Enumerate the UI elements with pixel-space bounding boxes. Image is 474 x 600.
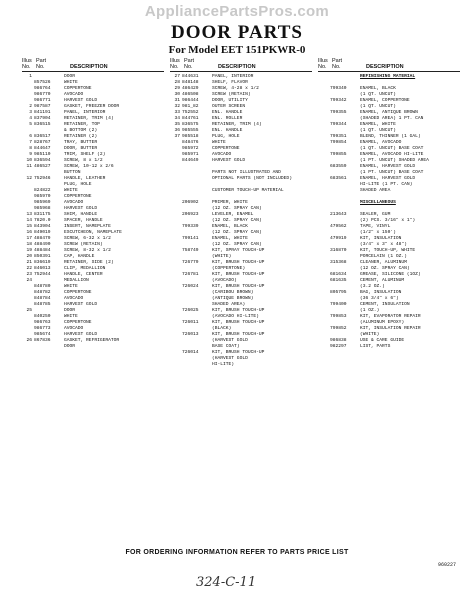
part-number: 986838 xyxy=(330,338,347,343)
part-number: 315368 xyxy=(330,260,347,265)
item-number: 9 xyxy=(29,152,32,157)
part-description: PANEL, INTERIOR xyxy=(64,110,106,115)
part-description: WHITE xyxy=(64,314,78,319)
part-number: 985674 xyxy=(34,332,51,337)
item-number: 34 xyxy=(174,116,180,121)
part-description: (1/2" x 150') xyxy=(360,230,396,235)
part-description: CEMENT, ALUMINUM xyxy=(360,278,405,283)
part-description: INSERT, NAMEPLATE xyxy=(64,224,111,229)
part-number: 987587 xyxy=(34,104,51,109)
part-description: LEVELER, ENAMEL xyxy=(212,212,254,217)
part-number: 799141 xyxy=(182,236,199,241)
part-number: 841191 xyxy=(34,110,51,115)
part-description: HANDLE, LEATHER xyxy=(64,176,106,181)
part-number: 726025 xyxy=(182,308,199,313)
item-number xyxy=(22,344,34,350)
part-number: 752552 xyxy=(182,110,199,115)
item-number: 36 xyxy=(174,128,180,133)
part-number: 848476 xyxy=(182,140,199,145)
part-description: HARVEST GOLD xyxy=(64,332,98,337)
part-number: 799342 xyxy=(330,98,347,103)
part-description: OPTIONAL PARTS (NOT INCLUDED) xyxy=(212,176,292,181)
part-number: 488490 xyxy=(34,242,51,247)
part-description: KIT, INSULATION xyxy=(360,236,402,241)
part-number: 7820.0 xyxy=(34,218,51,223)
part-number: 213643 xyxy=(330,212,347,217)
page-subtitle: For Model EET 151PKWR-0 xyxy=(168,44,306,56)
parts-column-1 xyxy=(22,58,164,350)
part-number: 848148 xyxy=(182,80,199,85)
part-description: BAG, INSULATION xyxy=(360,290,402,295)
part-description: (HARVEST GOLD xyxy=(212,338,248,343)
part-description: COPPERTONE xyxy=(64,86,92,91)
item-number: 19 xyxy=(26,248,32,253)
part-number: 836594 xyxy=(34,158,51,163)
part-description: BASE COAT) xyxy=(212,344,240,349)
part-description: TRAY, BUTTER xyxy=(64,140,98,145)
part-number: 857526 xyxy=(34,80,51,85)
parts-rows xyxy=(318,74,460,350)
part-description: GREASE, SILICONE (1OZ) xyxy=(360,272,421,277)
part-description: (SHADED AREA) 1 PT. CAN xyxy=(360,116,424,121)
part-description: SHADED AREA) xyxy=(212,302,246,307)
part-number: 799400 xyxy=(330,302,347,307)
item-number xyxy=(318,344,330,350)
part-description: COPPERTONE xyxy=(64,320,92,325)
part-number: 836517 xyxy=(34,134,51,139)
part-number: 799355 xyxy=(330,110,347,115)
part-description: ENL. HANDLE xyxy=(212,128,243,133)
column-header-top: Illus Part xyxy=(318,58,343,64)
item-number: 28 xyxy=(174,80,180,85)
item-number: 23 xyxy=(26,272,32,277)
part-description: (3.2 OZ.) xyxy=(360,284,385,289)
part-number: 752946 xyxy=(34,176,51,181)
part-description: CAP, HANDLE xyxy=(64,254,95,259)
part-number: 985968 xyxy=(34,206,51,211)
part-description: DOOR xyxy=(64,74,76,79)
column-header: No. No. DESCRIPTION xyxy=(22,64,164,72)
item-number: 21 xyxy=(26,260,32,265)
part-number: 316870 xyxy=(330,248,347,253)
part-number: 683559 xyxy=(330,164,347,169)
part-number: 836575 xyxy=(182,122,199,127)
part-description: ENAMEL, AVOCADO HI-LITE xyxy=(360,152,424,157)
part-description: SCREW, 8-32 x 1/2 xyxy=(64,248,111,253)
part-description: WHITE xyxy=(64,284,78,289)
item-number: 26 xyxy=(26,338,32,343)
part-description: SHIM, HANDLE xyxy=(64,212,98,217)
part-number: 986763 xyxy=(34,320,51,325)
part-description: AVOCADO xyxy=(64,326,84,331)
parts-rows xyxy=(22,74,164,350)
parts-rows xyxy=(170,74,312,368)
part-number: 840250 xyxy=(34,314,51,319)
part-description: (12 OZ. SPRAY CAN) xyxy=(212,218,262,223)
part-number: 799351 xyxy=(330,134,347,139)
part-description: ENAMEL, BLACK xyxy=(212,224,248,229)
item-number: 25 xyxy=(26,308,32,313)
part-number: 985970 xyxy=(34,194,51,199)
part-description: ENAMEL, HARVEST GOLD xyxy=(360,176,416,181)
part-description: HARVEST GOLD xyxy=(64,302,98,307)
part-description: MISCELLANEOUS xyxy=(360,200,396,205)
part-description: ENL. ROLLER xyxy=(212,116,243,121)
part-number: 488479 xyxy=(34,236,51,241)
part-description: & BOTTOM (2) xyxy=(64,128,98,133)
part-description: (1 QT. UNCUT) xyxy=(360,128,396,133)
column-header: No. No. DESCRIPTION xyxy=(170,64,312,72)
part-description: PLUG, HOLE xyxy=(64,182,92,187)
part-number: 982297 xyxy=(330,344,347,349)
part-number: 726024 xyxy=(182,284,199,289)
item-number: 17 xyxy=(26,236,32,241)
part-description: SHADED AREA xyxy=(360,188,391,193)
part-number: 848780 xyxy=(34,284,51,289)
item-number: 14 xyxy=(26,218,32,223)
part-description: RETAINER, TRIM (4) xyxy=(212,122,262,127)
part-number: 206923 xyxy=(182,212,199,217)
part-description: RETAINER, TRIM (4) xyxy=(64,116,114,121)
part-number: 824822 xyxy=(34,188,51,193)
part-description: SCREW, 6-32 x 1/2 xyxy=(64,236,111,241)
part-number: 985518 xyxy=(182,134,199,139)
parts-column-3 xyxy=(318,58,460,350)
part-description: TAPE, VINYL xyxy=(360,224,391,229)
part-number: 867836 xyxy=(34,338,51,343)
part-description: KIT, BRUSH TOUCH-UP xyxy=(212,332,265,337)
item-number: 27 xyxy=(174,74,180,79)
part-number: 805795 xyxy=(330,290,347,295)
item-number: 6 xyxy=(29,134,32,139)
item-number: 18 xyxy=(26,242,32,247)
item-number: 31 xyxy=(174,98,180,103)
part-number: 836619 xyxy=(34,260,51,265)
part-description: (12 OZ. SPRAY CAN) xyxy=(212,206,262,211)
part-description: (1 OZ.) xyxy=(360,308,380,313)
part-description: (AVOCADO HI-LITE) xyxy=(212,314,259,319)
item-number: 2 xyxy=(29,104,32,109)
part-description: DOOR xyxy=(64,344,76,349)
item-number xyxy=(170,362,182,368)
item-number: 10 xyxy=(26,158,32,163)
part-description: (WHITE) xyxy=(360,332,380,337)
part-description: AVOCADO xyxy=(212,152,232,157)
part-description: (1 PT. UNCUT) BASE COAT xyxy=(360,170,424,175)
part-description: AVOCADO xyxy=(64,200,84,205)
part-description: AVOCADO xyxy=(64,296,84,301)
part-number: 828767 xyxy=(34,140,51,145)
item-number: 37 xyxy=(174,134,180,139)
part-number: 844647 xyxy=(34,146,51,151)
part-number: 479919 xyxy=(330,236,347,241)
part-number: 726011 xyxy=(182,320,199,325)
part-number: 479562 xyxy=(330,224,347,229)
part-description: AVOCADO xyxy=(64,92,84,97)
item-number: 16 xyxy=(26,230,32,235)
part-number: 846013 xyxy=(34,266,51,271)
part-description: USE & CARE GUIDE xyxy=(360,338,405,343)
part-description: (1 QT. UNCUT) xyxy=(360,104,396,109)
item-number: 5 xyxy=(29,122,32,127)
part-number: 799344 xyxy=(330,122,347,127)
part-description: HI-LITE (1 PT. CAN) xyxy=(360,182,413,187)
part-description: PRIMER, WHITE xyxy=(212,200,248,205)
part-number: 986773 xyxy=(34,326,51,331)
part-number: 831175 xyxy=(34,212,51,217)
part-description: ENAMEL, BLACK xyxy=(360,86,396,91)
page-title: DOOR PARTS xyxy=(171,22,303,43)
part-description: RETAINER, SIDE (2) xyxy=(64,260,114,265)
part-number: 844631 xyxy=(182,74,199,79)
part-number: 985969 xyxy=(34,200,51,205)
table-row xyxy=(318,344,460,350)
part-number: 799852 xyxy=(330,326,347,331)
part-description: SCREW (RETAIN) xyxy=(212,92,251,97)
part-description: (BLACK) xyxy=(212,326,232,331)
part-number: 837904 xyxy=(34,116,51,121)
part-number: 486429 xyxy=(182,86,199,91)
part-number: 986444 xyxy=(182,98,199,103)
part-description: BLEND, THINNER (1 GAL) xyxy=(360,134,421,139)
part-number: 799854 xyxy=(330,140,347,145)
item-number: 1 xyxy=(29,74,32,79)
part-number: 836515 xyxy=(34,122,51,127)
part-description: (CARIBOU BROWN) xyxy=(212,290,254,295)
column-header-top: Illus Part xyxy=(170,58,195,64)
parts-column-2 xyxy=(170,58,312,368)
item-number: 32 xyxy=(174,104,180,109)
part-description: WHITE xyxy=(64,188,78,193)
part-description: KIT, BRUSH TOUCH-UP xyxy=(212,350,265,355)
part-description: ENAMEL, AVOCADO xyxy=(360,140,402,145)
part-number: 986764 xyxy=(34,86,51,91)
part-number: 726014 xyxy=(182,350,199,355)
part-number: 206902 xyxy=(182,200,199,205)
document-code: 960227 xyxy=(438,562,457,568)
part-number xyxy=(34,344,64,350)
part-number: 985971 xyxy=(182,152,199,157)
part-description: WHITE xyxy=(212,140,226,145)
part-description: (1 QT. UNCUT) BASE COAT xyxy=(360,146,424,151)
part-number: 799855 xyxy=(330,152,347,157)
part-description: SCREW, 4-28 x 1/2 xyxy=(212,86,259,91)
part-description: GASKET, REFRIGERATOR xyxy=(64,338,120,343)
part-description: SCREW, 8 x 1/2 xyxy=(64,158,103,163)
part-number: 850391 xyxy=(34,254,51,259)
part-description: COPPERTONE xyxy=(64,290,92,295)
part-description: ENL. HANDLE xyxy=(212,110,243,115)
part-description: SCREW (RETAIN) xyxy=(64,242,103,247)
item-number: 22 xyxy=(26,266,32,271)
part-description: LIST, PARTS xyxy=(360,344,391,349)
part-description: (HARVEST GOLD xyxy=(212,356,248,361)
item-number: 3 xyxy=(29,110,32,115)
part-description: ENAMEL, WHITE xyxy=(360,122,396,127)
part-description: KIT, BRUSH TOUCH-UP xyxy=(212,272,265,277)
part-number: 683561 xyxy=(330,176,347,181)
handwritten-note: 324-C-11 xyxy=(196,575,257,590)
part-number: 985972 xyxy=(182,146,199,151)
item-number: 12 xyxy=(26,176,32,181)
item-number: 33 xyxy=(174,110,180,115)
part-description: SPACER, HANDLE xyxy=(64,218,103,223)
part-description: KIT, BRUSH TOUCH-UP xyxy=(212,320,265,325)
part-description: GASKET, FREEZER DOOR xyxy=(64,104,120,109)
item-number: 8 xyxy=(29,146,32,151)
item-number: 11 xyxy=(26,164,32,169)
part-number: 981_82 xyxy=(182,104,199,109)
part-description: KIT, BRUSH TOUCH-UP xyxy=(212,308,265,313)
part-number: 848784 xyxy=(34,296,51,301)
part-description: (ANTIQUE BROWN) xyxy=(212,296,254,301)
part-description: (1 QT. UNCUT) xyxy=(360,92,396,97)
part-description: TRIM, SHELF (2) xyxy=(64,152,106,157)
part-description: PARTS NOT ILLUSTRATED AND xyxy=(212,170,281,175)
part-number: 985555 xyxy=(182,128,199,133)
part-description: SEALER, GUM xyxy=(360,212,391,217)
part-number: 799340 xyxy=(330,86,347,91)
part-description: HANDLE, CENTER xyxy=(64,272,103,277)
part-number: 726779 xyxy=(182,260,199,265)
item-number: 29 xyxy=(174,86,180,91)
part-description: HI-LITE) xyxy=(212,362,235,367)
part-description: (WHITE) xyxy=(212,254,232,259)
part-number: 486527 xyxy=(34,164,51,169)
part-description: KIT, INSULATION REPAIR xyxy=(360,326,421,331)
part-description: (12 OZ. SPRAY CAN) xyxy=(212,230,262,235)
part-description: (36 3/4" x 6") xyxy=(360,296,399,301)
ordering-footer: FOR ORDERING INFORMATION REFER TO PARTS PRICE LIST xyxy=(125,549,349,556)
part-description: KIT, TOUCH-UP, WHITE xyxy=(360,248,416,253)
part-description: (12 OZ. SPRAY CAN) xyxy=(360,266,410,271)
part-number: 848785 xyxy=(34,302,51,307)
part-description: (COPPERTONE) xyxy=(212,266,246,271)
part-description: ENAMEL, HARVEST GOLD xyxy=(360,164,416,169)
item-number: 15 xyxy=(26,224,32,229)
part-description: (1 PT. UNCUT) SHADED AREA xyxy=(360,158,429,163)
part-description: ESCUTCHEON, NAMEPLATE xyxy=(64,230,122,235)
part-description: CUSTOMER TOUCH-UP MATERIAL xyxy=(212,188,284,193)
part-number: 681635 xyxy=(330,278,347,283)
part-description: (AVOCADO) xyxy=(212,278,237,283)
part-description: KIT, BRUSH TOUCH-UP xyxy=(212,284,265,289)
part-description: DOOR, UTILITY xyxy=(212,98,248,103)
part-number: 849019 xyxy=(34,230,51,235)
part-number: 848782 xyxy=(34,290,51,295)
part-description: HARVEST GOLD xyxy=(64,206,98,211)
part-number: 486508 xyxy=(182,92,199,97)
item-number: 24 xyxy=(26,278,32,283)
part-description: RETAINER, TOP xyxy=(64,122,100,127)
part-number: 758749 xyxy=(182,248,199,253)
part-number: 726013 xyxy=(182,332,199,337)
part-number: 844649 xyxy=(182,158,199,163)
item-number: 30 xyxy=(174,92,180,97)
watermark: AppliancePartsPros.com xyxy=(144,3,330,20)
part-description: ENAMEL, ANTIQUE BROWN xyxy=(360,110,418,115)
part-description: PANEL, INTERIOR xyxy=(212,74,254,79)
table-row xyxy=(170,362,312,368)
part-description: CLEANER, ALUMINUM xyxy=(360,260,407,265)
part-description: CEMENT, INSULATION xyxy=(360,302,410,307)
part-number: 986771 xyxy=(34,98,51,103)
part-number xyxy=(182,362,212,368)
item-number: 13 xyxy=(26,212,32,217)
part-description: ENAMEL, WHITE xyxy=(212,236,248,241)
part-description: KIT, SPRAY TOUCH-UP xyxy=(212,248,265,253)
part-number: 799853 xyxy=(330,314,347,319)
column-header: No. No. DESCRIPTION xyxy=(318,64,460,72)
part-description: (ALUMINUM EPOXY) xyxy=(360,320,405,325)
part-description: COPPERTONE xyxy=(64,194,92,199)
part-number: 843904 xyxy=(34,224,51,229)
part-description: (12 OZ. SPRAY CAN) xyxy=(212,242,262,247)
part-description: PLUG, HOLE xyxy=(212,134,240,139)
part-description: (3/4" x 3" x 48") xyxy=(360,242,407,247)
part-description: REFINISHING MATERIAL xyxy=(360,74,416,79)
part-description: KIT, EVAPORATOR REPAIR xyxy=(360,314,421,319)
part-description: MEDALLION xyxy=(64,278,89,283)
part-description: BUTTON xyxy=(64,170,81,175)
part-number: 726781 xyxy=(182,272,199,277)
part-description: CLIP, MEDALLION xyxy=(64,266,106,271)
part-number: 985110 xyxy=(34,152,51,157)
part-description: WHITE xyxy=(64,80,78,85)
part-number: 681634 xyxy=(330,272,347,277)
part-description: (2) PCS. 3/16" x 1") xyxy=(360,218,416,223)
part-description: DOOR xyxy=(64,308,76,313)
item-number: 7 xyxy=(29,140,32,145)
part-description: COPPERTONE xyxy=(212,146,240,151)
part-description: SCREW, 10-12 x 2/6 xyxy=(64,164,114,169)
part-description: PORCELAIN (1 OZ.) xyxy=(360,254,407,259)
item-number: 20 xyxy=(26,254,32,259)
part-description: OUTER SCREEN xyxy=(212,104,246,109)
part-number: 799339 xyxy=(182,224,199,229)
part-description: RETAINER (2) xyxy=(64,134,98,139)
item-number: 35 xyxy=(174,122,180,127)
item-number: 4 xyxy=(29,116,32,121)
part-description: SHELF, FLAVOR xyxy=(212,80,248,85)
part-number: 986770 xyxy=(34,92,51,97)
part-description: DOOR, BUTTER xyxy=(64,146,98,151)
table-row xyxy=(22,344,164,350)
part-description: KIT, BRUSH TOUCH-UP xyxy=(212,260,265,265)
column-header-top: Illus Part xyxy=(22,58,47,64)
part-number: 752944 xyxy=(34,272,51,277)
part-description: HARVEST GOLD xyxy=(212,158,246,163)
part-number: 488484 xyxy=(34,248,51,253)
part-description: HARVEST GOLD xyxy=(64,98,98,103)
part-description: ENAMEL, COPPERTONE xyxy=(360,98,410,103)
part-number: 844761 xyxy=(182,116,199,121)
